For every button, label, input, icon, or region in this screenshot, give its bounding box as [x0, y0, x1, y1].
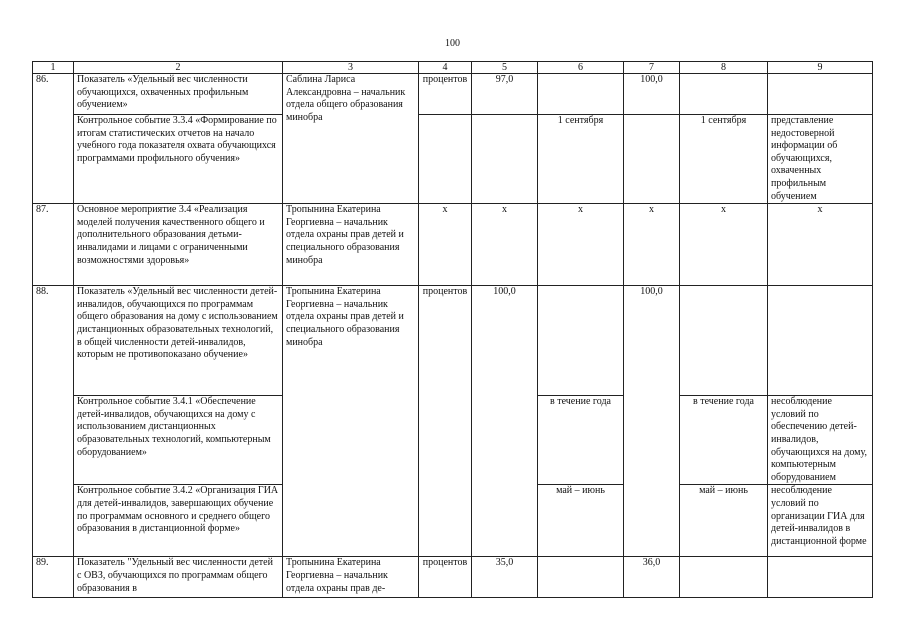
indicators-table: [32, 61, 873, 598]
empty-cell: [472, 115, 538, 204]
risk-cell: представление недостоверной информации об обучающихся, охваченных профильным обучением: [768, 115, 873, 204]
control-event-cell: Контрольное событие 3.4.1 «Обеспечение детей-инвалидов, обучающихся на дому с использованием дистанционных образовательных технологий, компьютерным оборудованием»: [74, 396, 283, 485]
col-5-header: 5: [472, 62, 538, 74]
date-col6: 1 сентября: [538, 115, 624, 204]
row-number: 89.: [33, 557, 74, 598]
empty-cell: [680, 74, 768, 115]
empty-cell: [419, 115, 472, 204]
empty-cell: [680, 557, 768, 598]
empty-cell: [768, 74, 873, 115]
value-col5: 100,0: [472, 286, 538, 557]
x-cell: х: [680, 204, 768, 286]
value-col7: 100,0: [624, 74, 680, 115]
responsible-cell: Тропынина Екатерина Георгиевна – начальник отдела охраны прав детей и специального образования минобра: [283, 286, 419, 557]
empty-cell: [768, 286, 873, 396]
page-number: 100: [445, 38, 460, 49]
responsible-cell: Тропынина Екатерина Георгиевна – начальник отдела охраны прав де-: [283, 557, 419, 598]
empty-cell: [538, 557, 624, 598]
empty-cell: [768, 557, 873, 598]
col-3-header: 3: [283, 62, 419, 74]
row-number: 86.: [33, 74, 74, 204]
col-4-header: 4: [419, 62, 472, 74]
responsible-cell: Саблина Лариса Александровна – начальник отдела общего образования минобра: [283, 74, 419, 204]
date-col6: май – июнь: [538, 485, 624, 557]
x-cell: х: [472, 204, 538, 286]
indicator-cell: Показатель «Удельный вес численности детей-инвалидов, обучающихся по программам общего образования на дому с использованием дистанционных образовательных технологий, в общей численности детей-инвалидов, которым не противопоказано обучение»: [74, 286, 283, 396]
row-number: 87.: [33, 204, 74, 286]
value-col5: 97,0: [472, 74, 538, 115]
col-1-header: 1: [33, 62, 74, 74]
value-col5: 35,0: [472, 557, 538, 598]
risk-cell: несоблюдение условий по организации ГИА для детей-инвалидов в дистанционной форме: [768, 485, 873, 557]
table-row: [33, 115, 873, 204]
activity-cell: Основное мероприятие 3.4 «Реализация моделей получения качественного общего и дополнительного образования детьми-инвалидами и лицами с ограниченными возможностями здоровья»: [74, 204, 283, 286]
col-6-header: 6: [538, 62, 624, 74]
indicator-cell: Показатель "Удельный вес численности детей с ОВЗ, обучающихся по программам общего образования в: [74, 557, 283, 598]
risk-cell: несоблюдение условий по обеспечению детей-инвалидов, обучающихся на дому, компьютерным оборудованием: [768, 396, 873, 485]
date-col8: май – июнь: [680, 485, 768, 557]
table-row: [33, 557, 873, 598]
table-row: [33, 286, 873, 396]
value-col7: 100,0: [624, 286, 680, 557]
col-9-header: 9: [768, 62, 873, 74]
column-numbers-row: [33, 62, 873, 74]
date-col6: в течение года: [538, 396, 624, 485]
control-event-cell: Контрольное событие 3.4.2 «Организация ГИА для детей-инвалидов, завершающих обучение по программам основного и среднего общего образования в дистанционной форме»: [74, 485, 283, 557]
date-col8: в течение года: [680, 396, 768, 485]
empty-cell: [538, 74, 624, 115]
value-col7: 36,0: [624, 557, 680, 598]
x-cell: х: [768, 204, 873, 286]
indicator-cell: Показатель «Удельный вес численности обучающихся, охваченных профильным обучением»: [74, 74, 283, 115]
col-2-header: 2: [74, 62, 283, 74]
col-8-header: 8: [680, 62, 768, 74]
table-row: [33, 74, 873, 115]
unit-cell: процентов: [419, 557, 472, 598]
control-event-cell: Контрольное событие 3.3.4 «Формирование по итогам статистических отчетов на начало учебного года показателя охвата обучающихся программами профильного обучения»: [74, 115, 283, 204]
empty-cell: [680, 286, 768, 396]
unit-cell: процентов: [419, 74, 472, 115]
unit-cell: процентов: [419, 286, 472, 557]
empty-cell: [624, 115, 680, 204]
empty-cell: [538, 286, 624, 396]
x-cell: х: [624, 204, 680, 286]
col-7-header: 7: [624, 62, 680, 74]
x-cell: х: [538, 204, 624, 286]
x-cell: х: [419, 204, 472, 286]
table-row: [33, 204, 873, 286]
responsible-cell: Тропынина Екатерина Георгиевна – начальник отдела охраны прав детей и специального образования минобра: [283, 204, 419, 286]
date-col8: 1 сентября: [680, 115, 768, 204]
row-number: 88.: [33, 286, 74, 557]
